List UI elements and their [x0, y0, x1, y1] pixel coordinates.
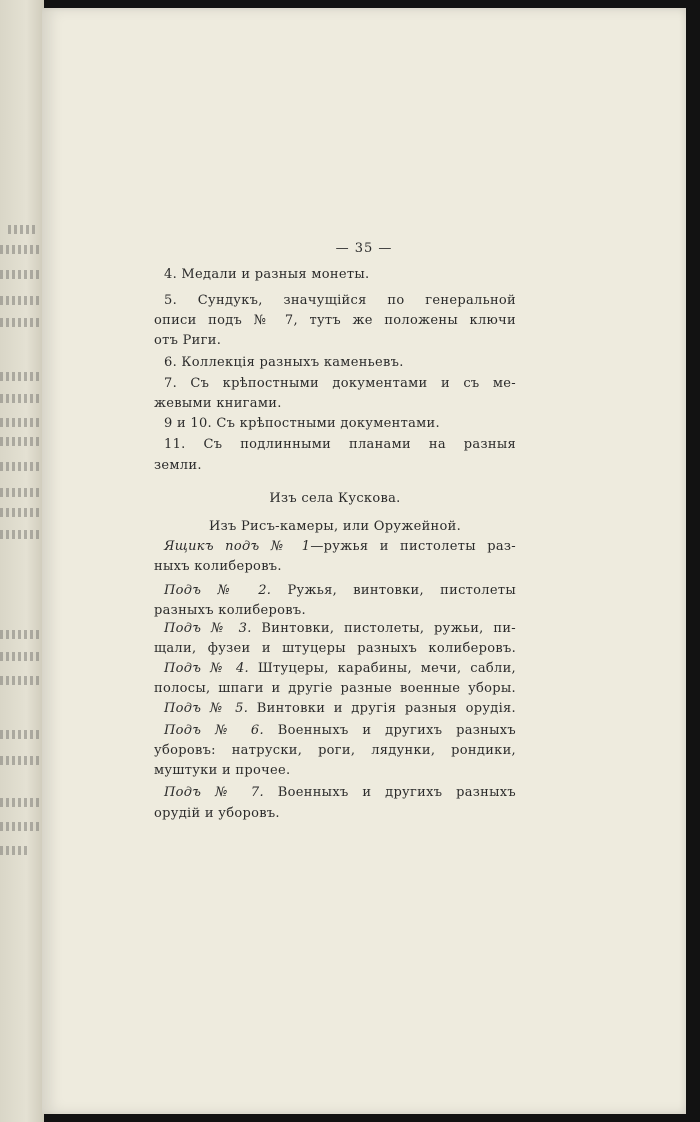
item-label: Подъ № 7.	[164, 785, 264, 800]
book-page	[42, 8, 686, 1114]
text-line: отъ Риги.	[154, 333, 222, 348]
item-text: Военныхъ и другихъ разныхъ	[263, 723, 516, 738]
text-fragment	[0, 676, 40, 685]
item-label: Подъ № 3.	[164, 621, 252, 636]
text-line: 6. Коллекція разныхъ каменьевъ.	[164, 355, 404, 370]
section-subheading: Изъ Рисъ-камеры, или Оружейной.	[208, 519, 462, 534]
text-fragment	[0, 846, 30, 855]
text-fragment	[0, 372, 40, 381]
text-line: земли.	[154, 458, 202, 473]
item-text: Ружья, винтовки, пистолеты	[271, 583, 516, 598]
text-fragment	[0, 798, 40, 807]
text-fragment	[0, 437, 40, 446]
item-text: Винтовки и другія разныя орудія.	[248, 701, 516, 716]
text-line: уборовъ: натруски, роги, лядунки, рондики,	[154, 743, 516, 758]
text-line	[164, 722, 516, 740]
text-line: ныхъ колиберовъ.	[154, 559, 282, 574]
text-line: разныхъ колиберовъ.	[154, 603, 306, 618]
text-line	[164, 538, 516, 556]
text-line: 9 и 10. Съ крѣпостными документами.	[164, 416, 440, 431]
item-label: Ящикъ подъ № 1	[164, 539, 311, 554]
item-text: Штуцеры, карабины, мечи, сабли,	[248, 661, 516, 676]
item-text: —ружья и пистолеты раз-	[310, 539, 516, 554]
text-fragment	[0, 730, 40, 739]
item-label: Подъ № 2.	[164, 583, 272, 598]
item-label: Подъ № 4.	[164, 661, 249, 676]
text-fragment	[0, 318, 40, 327]
text-line: жевыми книгами.	[154, 396, 282, 411]
previous-page-edge	[0, 0, 44, 1122]
section-heading: Изъ села Кускова.	[269, 491, 401, 506]
item-text: Военныхъ и другихъ разныхъ	[263, 785, 516, 800]
text-line: 11. Съ подлинными планами на разныя	[164, 437, 516, 452]
text-line	[164, 784, 516, 802]
text-line: 4. Медали и разныя монеты.	[164, 267, 370, 282]
text-line: 7. Съ крѣпостными документами и съ ме-	[164, 376, 516, 391]
text-line: полосы, шпаги и другіе разные военные уборы.	[154, 681, 516, 696]
text-fragment	[0, 270, 40, 279]
text-fragment	[0, 296, 40, 305]
text-fragment	[0, 652, 40, 661]
text-fragment	[0, 756, 40, 765]
text-fragment	[0, 630, 40, 639]
text-line: описи подъ № 7, тутъ же положены ключи	[154, 313, 516, 328]
text-line	[164, 620, 516, 638]
text-line: 5. Сундукъ, значущійся по генеральной	[164, 293, 516, 308]
text-fragment	[8, 225, 38, 234]
text-fragment	[0, 488, 40, 497]
item-label: Подъ № 6.	[164, 723, 264, 738]
text-fragment	[0, 508, 40, 517]
page-number: — 35 —	[335, 241, 393, 256]
text-fragment	[0, 245, 40, 254]
text-line	[164, 660, 516, 678]
text-fragment	[0, 530, 40, 539]
item-label: Подъ № 5.	[164, 701, 249, 716]
text-fragment	[0, 822, 40, 831]
text-fragment	[0, 462, 40, 471]
text-fragment	[0, 418, 40, 427]
text-line	[164, 582, 516, 600]
text-line: муштуки и прочее.	[154, 763, 291, 778]
item-text: Винтовки, пистолеты, ружьи, пи-	[251, 621, 516, 636]
text-fragment	[0, 394, 40, 403]
text-line: орудій и уборовъ.	[154, 806, 280, 821]
text-line: щали, фузеи и штуцеры разныхъ колиберовъ.	[154, 641, 516, 656]
text-line	[164, 700, 516, 718]
